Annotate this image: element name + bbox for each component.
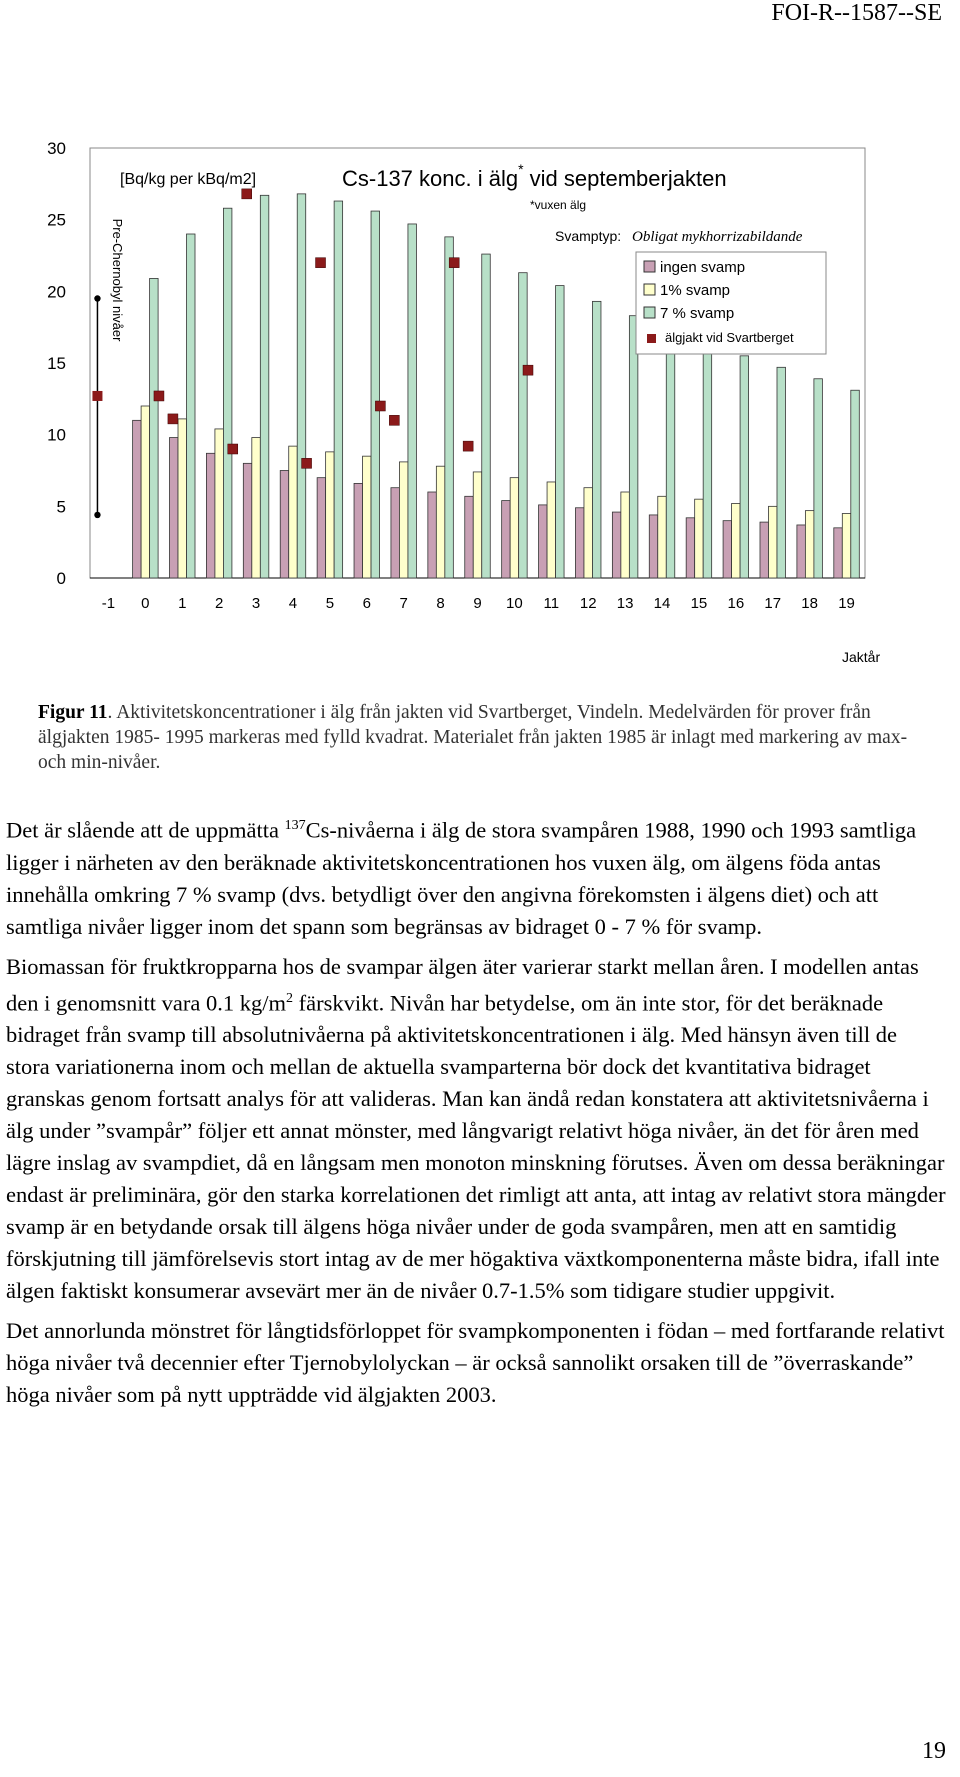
- y-tick-label: 20: [47, 282, 66, 302]
- bar-0-18: [797, 525, 806, 578]
- bar-2-19: [851, 390, 860, 578]
- paragraph-3: Det annorlunda mönstret för långtidsförloppet för svampkomponenten i födan – med fortfarande relativt höga nivåer två decennier efter Tjernobylolyckan – är också sannolikt orsaken till de ”överraskande” höga nivåer som på nytt uppträdde vid älgjakten 2003.: [6, 1318, 945, 1407]
- bar-2-8: [445, 237, 454, 578]
- x-tick-label: 3: [251, 595, 261, 612]
- x-tick-label: 5: [325, 595, 335, 612]
- marker-6: [375, 401, 385, 411]
- bar-2-12: [592, 301, 601, 578]
- chart-title: Cs-137 konc. i älg* vid septemberjakten: [342, 161, 727, 191]
- chart-unit-label: [Bq/kg per kBq/m2]: [120, 171, 257, 188]
- bar-2-14: [666, 330, 675, 578]
- bar-2-13: [629, 316, 638, 578]
- legend-swatch-7pct: [644, 307, 655, 318]
- legend-swatch-ingen: [644, 261, 655, 272]
- legend-label-7pct: 7 % svamp: [660, 305, 735, 322]
- bar-1-18: [805, 511, 814, 578]
- bar-0-17: [760, 522, 769, 578]
- x-tick-label: 15: [690, 595, 708, 612]
- legend-header-label: Svamptyp:: [555, 228, 622, 244]
- bar-1-8: [436, 466, 445, 578]
- body-text: [6, 810, 946, 1419]
- bar-0-19: [834, 528, 843, 578]
- bar-2-4: [297, 194, 306, 578]
- range-min-dot: [94, 512, 100, 518]
- bar-1-13: [621, 492, 630, 578]
- x-tick-label: 9: [473, 595, 482, 612]
- marker-7: [389, 415, 399, 425]
- marker-4: [302, 458, 312, 468]
- x-tick-label: 12: [579, 595, 597, 612]
- pre-chernobyl-range: [92, 295, 102, 518]
- bar-2-10: [519, 273, 528, 578]
- bar-1-9: [473, 472, 482, 578]
- bar-0-2: [206, 453, 215, 578]
- range-mean-marker: [92, 391, 102, 401]
- y-tick-label: 10: [47, 425, 66, 445]
- marker-8: [449, 258, 459, 268]
- x-axis-label: Jaktår: [842, 649, 881, 665]
- x-tick-label: 2: [214, 595, 224, 612]
- marker-9: [463, 441, 473, 451]
- marker-2: [228, 444, 238, 454]
- x-tick-label: 6: [362, 595, 371, 612]
- y-tick-label: 5: [56, 497, 66, 517]
- legend-label-ingen: ingen svamp: [660, 259, 746, 276]
- x-tick-label: 14: [653, 595, 671, 612]
- bar-2-7: [408, 224, 417, 578]
- marker-5: [316, 258, 326, 268]
- bar-1-11: [547, 482, 556, 578]
- x-tick-label: 11: [543, 595, 560, 612]
- bar-0-1: [170, 438, 179, 578]
- x-tick-label: 13: [616, 595, 634, 612]
- bar-1-4: [289, 446, 298, 578]
- bar-0-3: [243, 463, 252, 578]
- bar-1-16: [732, 503, 741, 578]
- bar-2-15: [703, 343, 712, 578]
- bar-1-12: [584, 488, 593, 578]
- y-tick-label: 0: [56, 569, 66, 588]
- x-tick-label: 7: [399, 595, 408, 612]
- bar-2-16: [740, 356, 749, 578]
- bar-1-15: [695, 499, 704, 578]
- x-tick-label: 10: [506, 595, 523, 612]
- legend-label-1pct: 1% svamp: [660, 282, 731, 299]
- legend-label-svartberget: älgjakt vid Svartberget: [665, 330, 794, 345]
- bar-2-1: [187, 234, 196, 578]
- y-tick-label: 30: [47, 139, 66, 158]
- figure-caption: Figur 11. Aktivitetskoncentrationer i älg från jakten vid Svartberget, Vindeln. Medelvärden för prover från älgjakten 1985- 1995 markeras med fylld kvadrat. Materialet från jakten 1985 är inlagt med markering av max- och min-nivåer.: [38, 702, 908, 773]
- bar-0-0: [133, 420, 142, 578]
- bar-0-13: [612, 512, 621, 578]
- bar-2-9: [482, 254, 491, 578]
- marker-3: [242, 189, 252, 199]
- marker-0: [154, 391, 164, 401]
- bar-1-5: [326, 452, 335, 578]
- bar-2-0: [150, 278, 159, 578]
- cs137-chart: [0, 130, 960, 670]
- bar-0-9: [465, 496, 474, 578]
- legend-marker-svartberget: [647, 334, 656, 343]
- y-tick-label: 25: [47, 210, 66, 230]
- bar-0-4: [280, 471, 289, 579]
- bar-2-6: [371, 211, 380, 578]
- bar-1-14: [658, 496, 667, 578]
- x-tick-label: 4: [288, 595, 298, 612]
- paragraph-1: Det är slående att de uppmätta $^{137}$Cs-nivåerna i älg de stora svampåren 1988, 1990 och 1993 samtliga ligger i närheten av den beräknade aktivitetskoncentrationen hos vuxen älg, om älgens föda antas innehålla omkring 7 % svamp (dvs. betydligt över den angivna förekomsten i älgens diet) och att samtliga nivåer ligger inom det spann som begränsas av bidraget 0 - 7 % för svamp.: [6, 817, 917, 939]
- x-tick-label: 18: [801, 595, 818, 612]
- x-tick-label: 17: [764, 595, 782, 612]
- chart-bars: [133, 194, 860, 578]
- y-tick-label: 15: [47, 354, 66, 373]
- bar-2-5: [334, 201, 343, 578]
- marker-10: [523, 365, 533, 375]
- bar-0-6: [354, 483, 363, 578]
- bar-1-19: [842, 514, 851, 579]
- bar-0-14: [649, 515, 658, 578]
- bar-1-17: [768, 506, 777, 578]
- page-number: 19: [922, 1738, 946, 1764]
- bar-2-17: [777, 367, 786, 578]
- range-max-dot: [94, 295, 100, 301]
- bar-0-16: [723, 521, 732, 578]
- x-tick-label: 8: [436, 595, 445, 612]
- bar-1-3: [252, 438, 260, 578]
- paragraph-2: Biomassan för fruktkropparna hos de svampar älgen äter varierar starkt mellan åren. I modellen antas den i genomsnitt vara 0.1 $kg/m^2$ färskvikt. Nivån har betydelse, om än inte stor, för det beräknade bidraget från svamp till absolutnivåerna på aktivitetskoncentrationen i älg. Med hänsyn även till de stora variationerna inom och mellan de aktuella svamparterna bör dock det kvantitativa bidraget granskas genom fortsatt analys för att valideras. Man kan ändå redan konstatera att aktivitetsnivåerna i älg under ”svampår” följer ett annat mönster, med långvarigt relativt höga nivåer, än det för åren med lägre inslag av svampdiet, då en långsam men monoton minskning förutses. Även om dessa beräkningar endast är preliminära, gör den starka korrelationen det rimligt att anta, att intag av relativt stora mängder svamp är en betydande orsak till älgens höga nivåer under de goda svampåren, men att en samtidig förskjutning till jämförelsevis stort intag av de mer högaktiva växtkomponenterna måste bidra, ifall inte älgen faktiskt konsumerar avsevärt mer än de nivåer 0.7-1.5% som tidigare studier uppgivit.: [6, 953, 946, 1303]
- x-tick-label: 16: [727, 595, 745, 612]
- bar-0-12: [575, 508, 584, 578]
- x-tick-label: 1: [178, 595, 187, 612]
- chart-subtitle: *vuxen älg: [530, 198, 587, 212]
- bar-0-7: [391, 488, 400, 578]
- chart-legend: [636, 252, 826, 354]
- bar-1-0: [141, 406, 150, 578]
- x-tick-label: 0: [141, 595, 150, 612]
- bar-0-11: [539, 505, 548, 578]
- bar-2-3: [260, 195, 269, 578]
- bar-0-10: [502, 501, 511, 578]
- bar-0-15: [686, 518, 695, 578]
- bar-1-6: [363, 456, 372, 578]
- x-tick-label: 19: [838, 595, 855, 612]
- legend-header-value: Obligat mykhorrizabildande: [632, 229, 803, 245]
- bar-1-10: [510, 478, 519, 578]
- marker-1: [168, 414, 178, 424]
- bar-1-1: [178, 419, 187, 578]
- chart-markers: [154, 189, 533, 468]
- bar-0-8: [428, 492, 437, 578]
- bar-2-2: [223, 208, 232, 578]
- x-tick-label: -1: [101, 595, 116, 612]
- bar-0-5: [317, 478, 326, 578]
- legend-swatch-1pct: [644, 284, 655, 295]
- bar-1-2: [215, 429, 224, 578]
- bar-1-7: [399, 462, 408, 578]
- report-id: FOI-R--1587--SE: [771, 0, 942, 26]
- y-axis-label: Pre-Chernobyl nivåer: [110, 218, 125, 342]
- bar-2-18: [814, 379, 823, 578]
- bar-2-11: [556, 286, 565, 578]
